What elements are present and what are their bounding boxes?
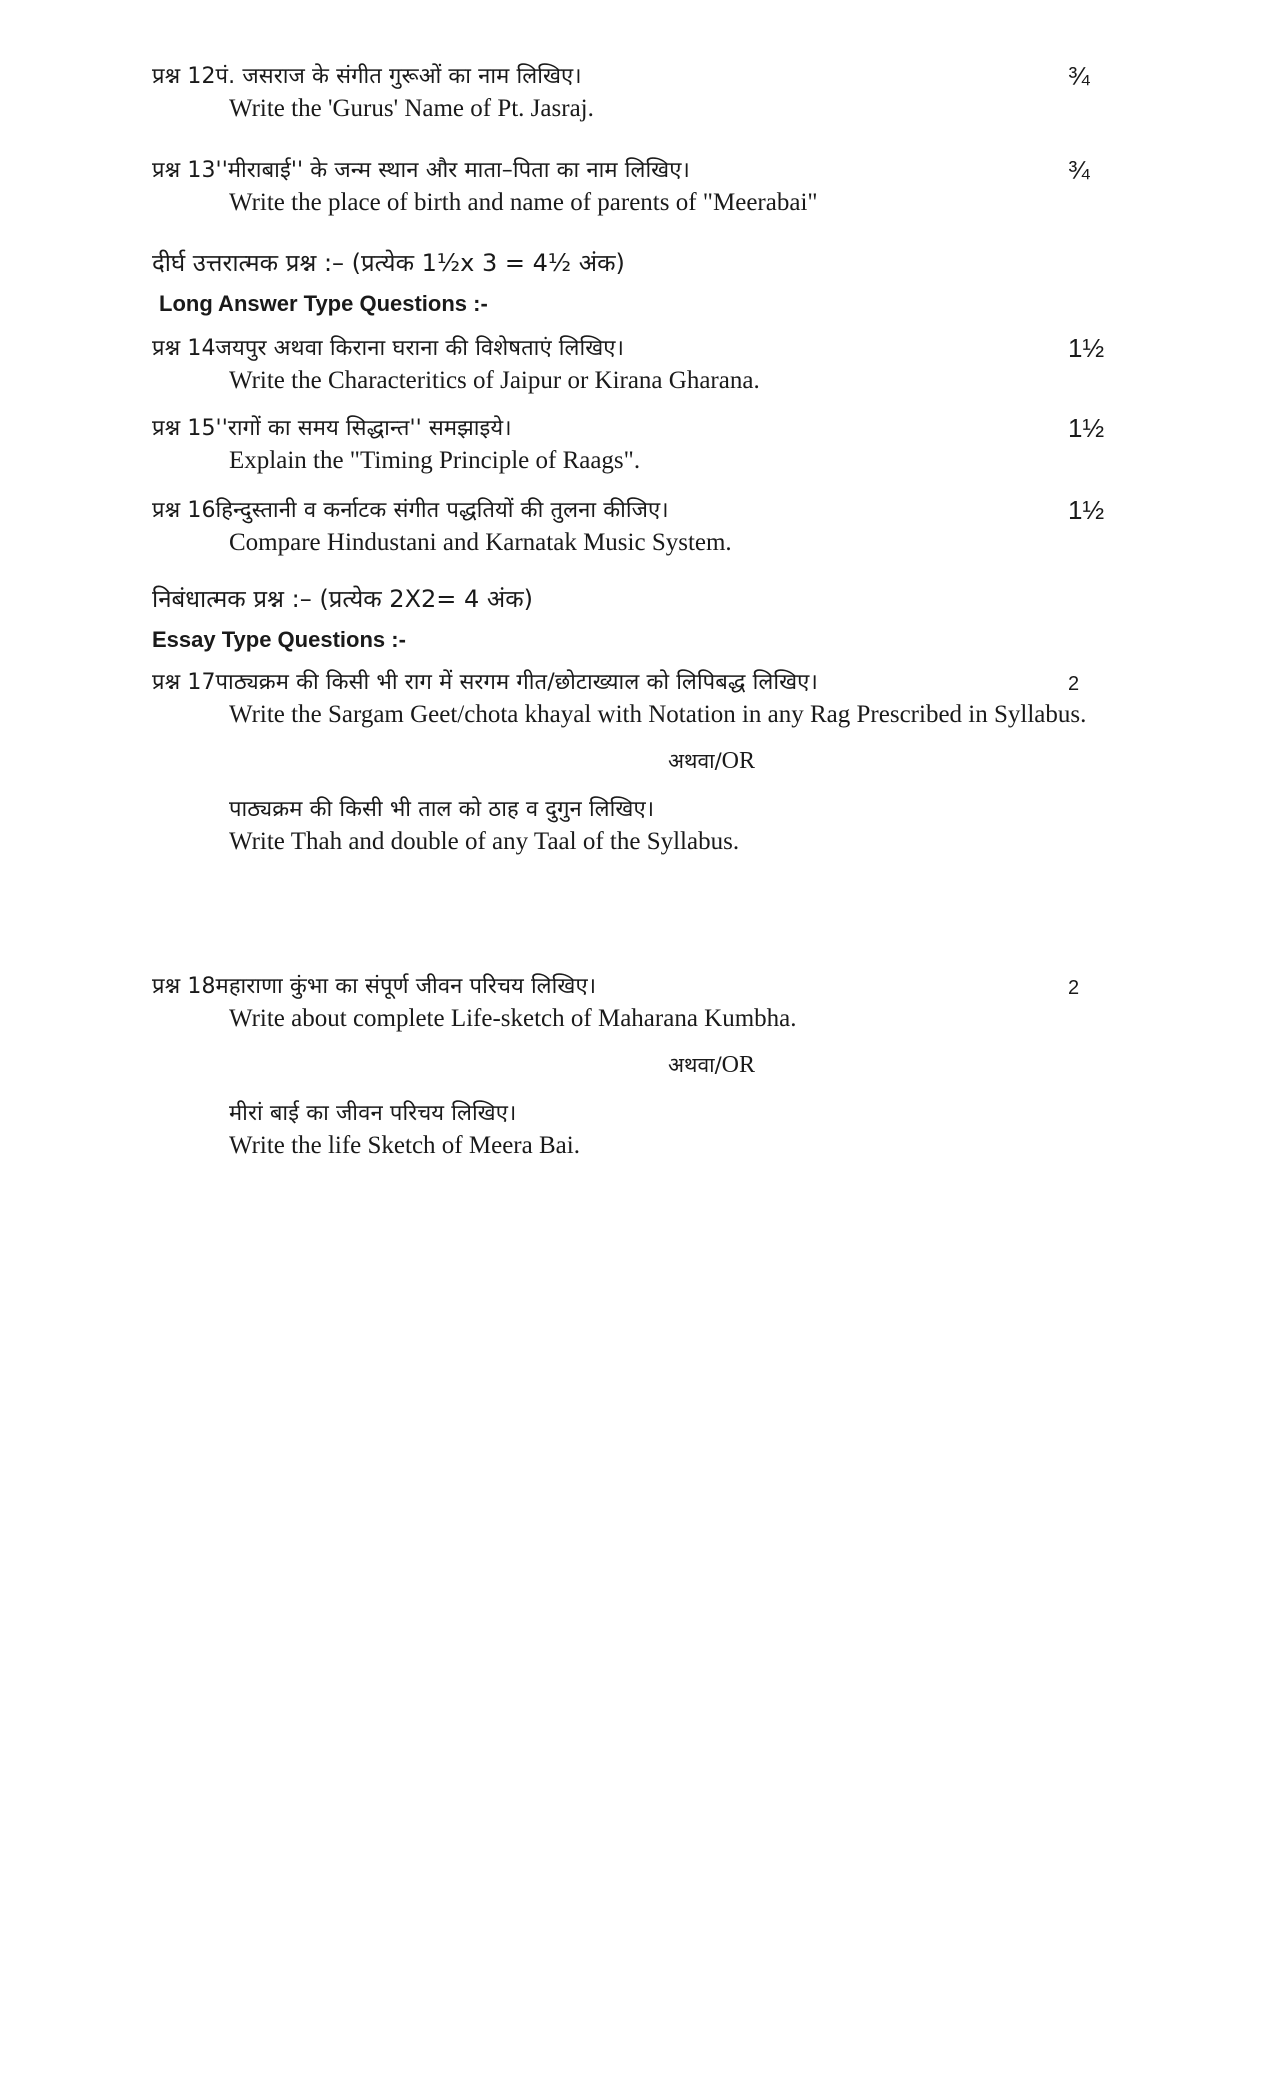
question-15-hindi: प्रश्न 15''रागों का समय सिद्धान्त'' समझाइये। (152, 416, 512, 441)
section-essay-heading-hindi: निबंधात्मक प्रश्न :– (प्रत्येक 2X2= 4 अंक) (152, 585, 534, 613)
question-18-marks: 2 (1068, 977, 1080, 999)
question-12-marks: ¾ (1068, 61, 1090, 91)
question-14-marks: 1½ (1068, 333, 1105, 363)
question-17-marks: 2 (1068, 673, 1080, 695)
question-18-alt-hindi: मीरां बाई का जीवन परिचय लिखिए। (229, 1101, 517, 1126)
question-17-alt-english: Write Thah and double of any Taal of the Syllabus. (229, 828, 740, 855)
question-16-marks: 1½ (1068, 495, 1105, 525)
question-15-english: Explain the "Timing Principle of Raags". (229, 447, 641, 474)
question-14-hindi: प्रश्न 14जयपुर अथवा किराना घराना की विशेषताएं लिखिए। (152, 336, 625, 361)
or-english: OR (721, 748, 755, 774)
question-12-english: Write the 'Gurus' Name of Pt. Jasraj. (229, 95, 594, 122)
section-long-heading-hindi: दीर्घ उत्तरात्मक प्रश्न :– (प्रत्येक 1½x 3 = 4½ अंक) (152, 249, 625, 277)
question-17-english: Write the Sargam Geet/chota khayal with Notation in any Rag Prescribed in Syllabus. (229, 701, 1087, 728)
section-long-heading-english: Long Answer Type Questions :- (159, 291, 488, 316)
or-english: OR (721, 1052, 755, 1078)
question-17-or-divider (668, 748, 755, 776)
question-13-marks: ¾ (1068, 155, 1090, 185)
question-18-hindi: प्रश्न 18महाराणा कुंभा का संपूर्ण जीवन परिचय लिखिए। (152, 974, 597, 999)
question-18-or-divider (668, 1052, 755, 1080)
question-13-hindi: प्रश्न 13''मीराबाई'' के जन्म स्थान और माता–पिता का नाम लिखिए। (152, 158, 690, 183)
question-13-english: Write the place of birth and name of parents of "Meerabai" (229, 189, 818, 216)
question-12-hindi: प्रश्न 12पं. जसराज के संगीत गुरूओं का नाम लिखिए। (152, 64, 582, 89)
question-14-english: Write the Characteritics of Jaipur or Kirana Gharana. (229, 367, 760, 394)
question-16-hindi: प्रश्न 16हिन्दुस्तानी व कर्नाटक संगीत पद्धतियों की तुलना कीजिए। (152, 498, 669, 523)
question-16-english: Compare Hindustani and Karnatak Music System. (229, 529, 732, 556)
question-18-english: Write about complete Life-sketch of Maharana Kumbha. (229, 1005, 797, 1032)
or-hindi: अथवा/ (668, 749, 722, 773)
question-15-marks: 1½ (1068, 413, 1105, 443)
question-17-alt-hindi: पाठ्यक्रम की किसी भी ताल को ठाह व दुगुन लिखिए। (229, 797, 655, 822)
question-17-hindi: प्रश्न 17पाठ्यक्रम की किसी भी राग में सरगम गीत/छोटाख्याल को लिपिबद्ध लिखिए। (152, 670, 818, 695)
section-essay-heading-english: Essay Type Questions :- (152, 627, 406, 652)
question-18-alt-english: Write the life Sketch of Meera Bai. (229, 1132, 580, 1159)
or-hindi: अथवा/ (668, 1053, 722, 1077)
